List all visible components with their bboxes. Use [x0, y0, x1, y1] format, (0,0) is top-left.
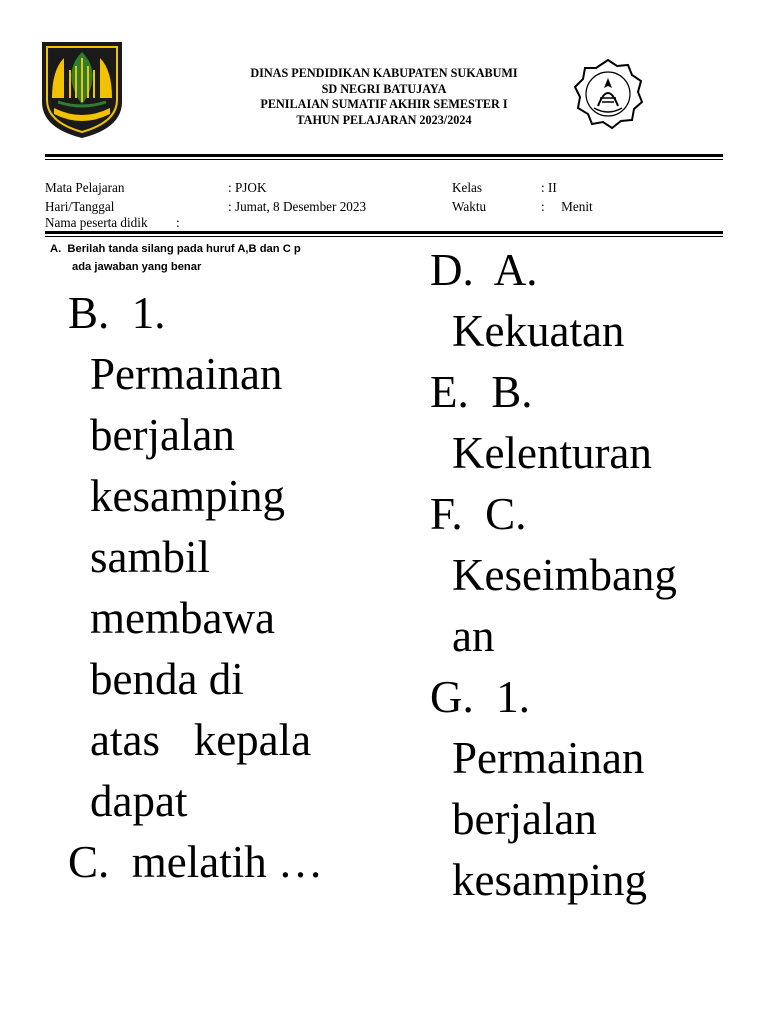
right-line-1: D. A.: [430, 245, 538, 295]
right-line-2: Kekuatan: [452, 306, 625, 356]
header-divider-thin: [45, 159, 723, 160]
time-value: : Menit: [541, 199, 593, 214]
left-line-8: atas kepala: [90, 715, 312, 765]
instruction-marker: A.: [50, 243, 62, 255]
left-line-4: kesamping: [90, 471, 285, 521]
left-line-6: membawa: [90, 593, 275, 643]
time-label: Waktu: [452, 199, 487, 214]
right-line-7: an: [452, 611, 495, 661]
right-line-4: Kelenturan: [452, 428, 652, 478]
class-label: Kelas: [452, 180, 483, 195]
instruction-line-1: Berilah tanda silang pada huruf A,B dan C p: [67, 243, 301, 255]
student-name-label: Nama peserta didik: [45, 215, 148, 230]
right-line-9: Permainan: [452, 733, 645, 783]
info-divider: [45, 231, 723, 234]
header-line-exam: PENILAIAN SUMATIF AKHIR SEMESTER I: [260, 97, 508, 111]
subject-label: Mata Pelajaran: [45, 180, 125, 195]
left-line-3: berjalan: [90, 410, 235, 460]
header-line-school: SD NEGRI BATUJAYA: [321, 81, 447, 96]
left-line-2: Permainan: [90, 349, 283, 399]
right-line-11: kesamping: [452, 855, 647, 905]
tut-wuri-handayani-icon: [572, 58, 644, 130]
left-column: [68, 283, 323, 893]
right-line-3: E. B.: [430, 367, 533, 417]
right-column: [430, 240, 677, 911]
header-line-agency: DINAS PENDIDIKAN KABUPATEN SUKABUMI: [250, 66, 518, 80]
right-line-8: G. 1.: [430, 672, 530, 722]
subject-value: : PJOK: [228, 180, 267, 195]
header-divider: [45, 154, 723, 157]
instruction: [50, 240, 380, 276]
right-line-5: F. C.: [430, 489, 527, 539]
day-value: : Jumat, 8 Desember 2023: [228, 199, 367, 214]
day-label: Hari/Tanggal: [45, 199, 115, 214]
school-header: [180, 66, 588, 128]
left-line-5: sambil: [90, 532, 210, 582]
left-line-10: C. melatih …: [68, 837, 323, 887]
class-value: : II: [541, 180, 557, 195]
left-line-7: benda di: [90, 654, 244, 704]
instruction-line-2: ada jawaban yang benar: [72, 261, 202, 273]
right-line-6: Keseimbang: [452, 550, 677, 600]
student-name-value: :: [176, 215, 180, 230]
left-line-1: B. 1.: [68, 288, 166, 338]
right-line-10: berjalan: [452, 794, 597, 844]
header-line-year: TAHUN PELAJARAN 2023/2024: [296, 112, 472, 127]
regency-crest-icon: [40, 40, 124, 140]
left-line-9: dapat: [90, 776, 188, 826]
info-divider-thin: [45, 236, 723, 237]
